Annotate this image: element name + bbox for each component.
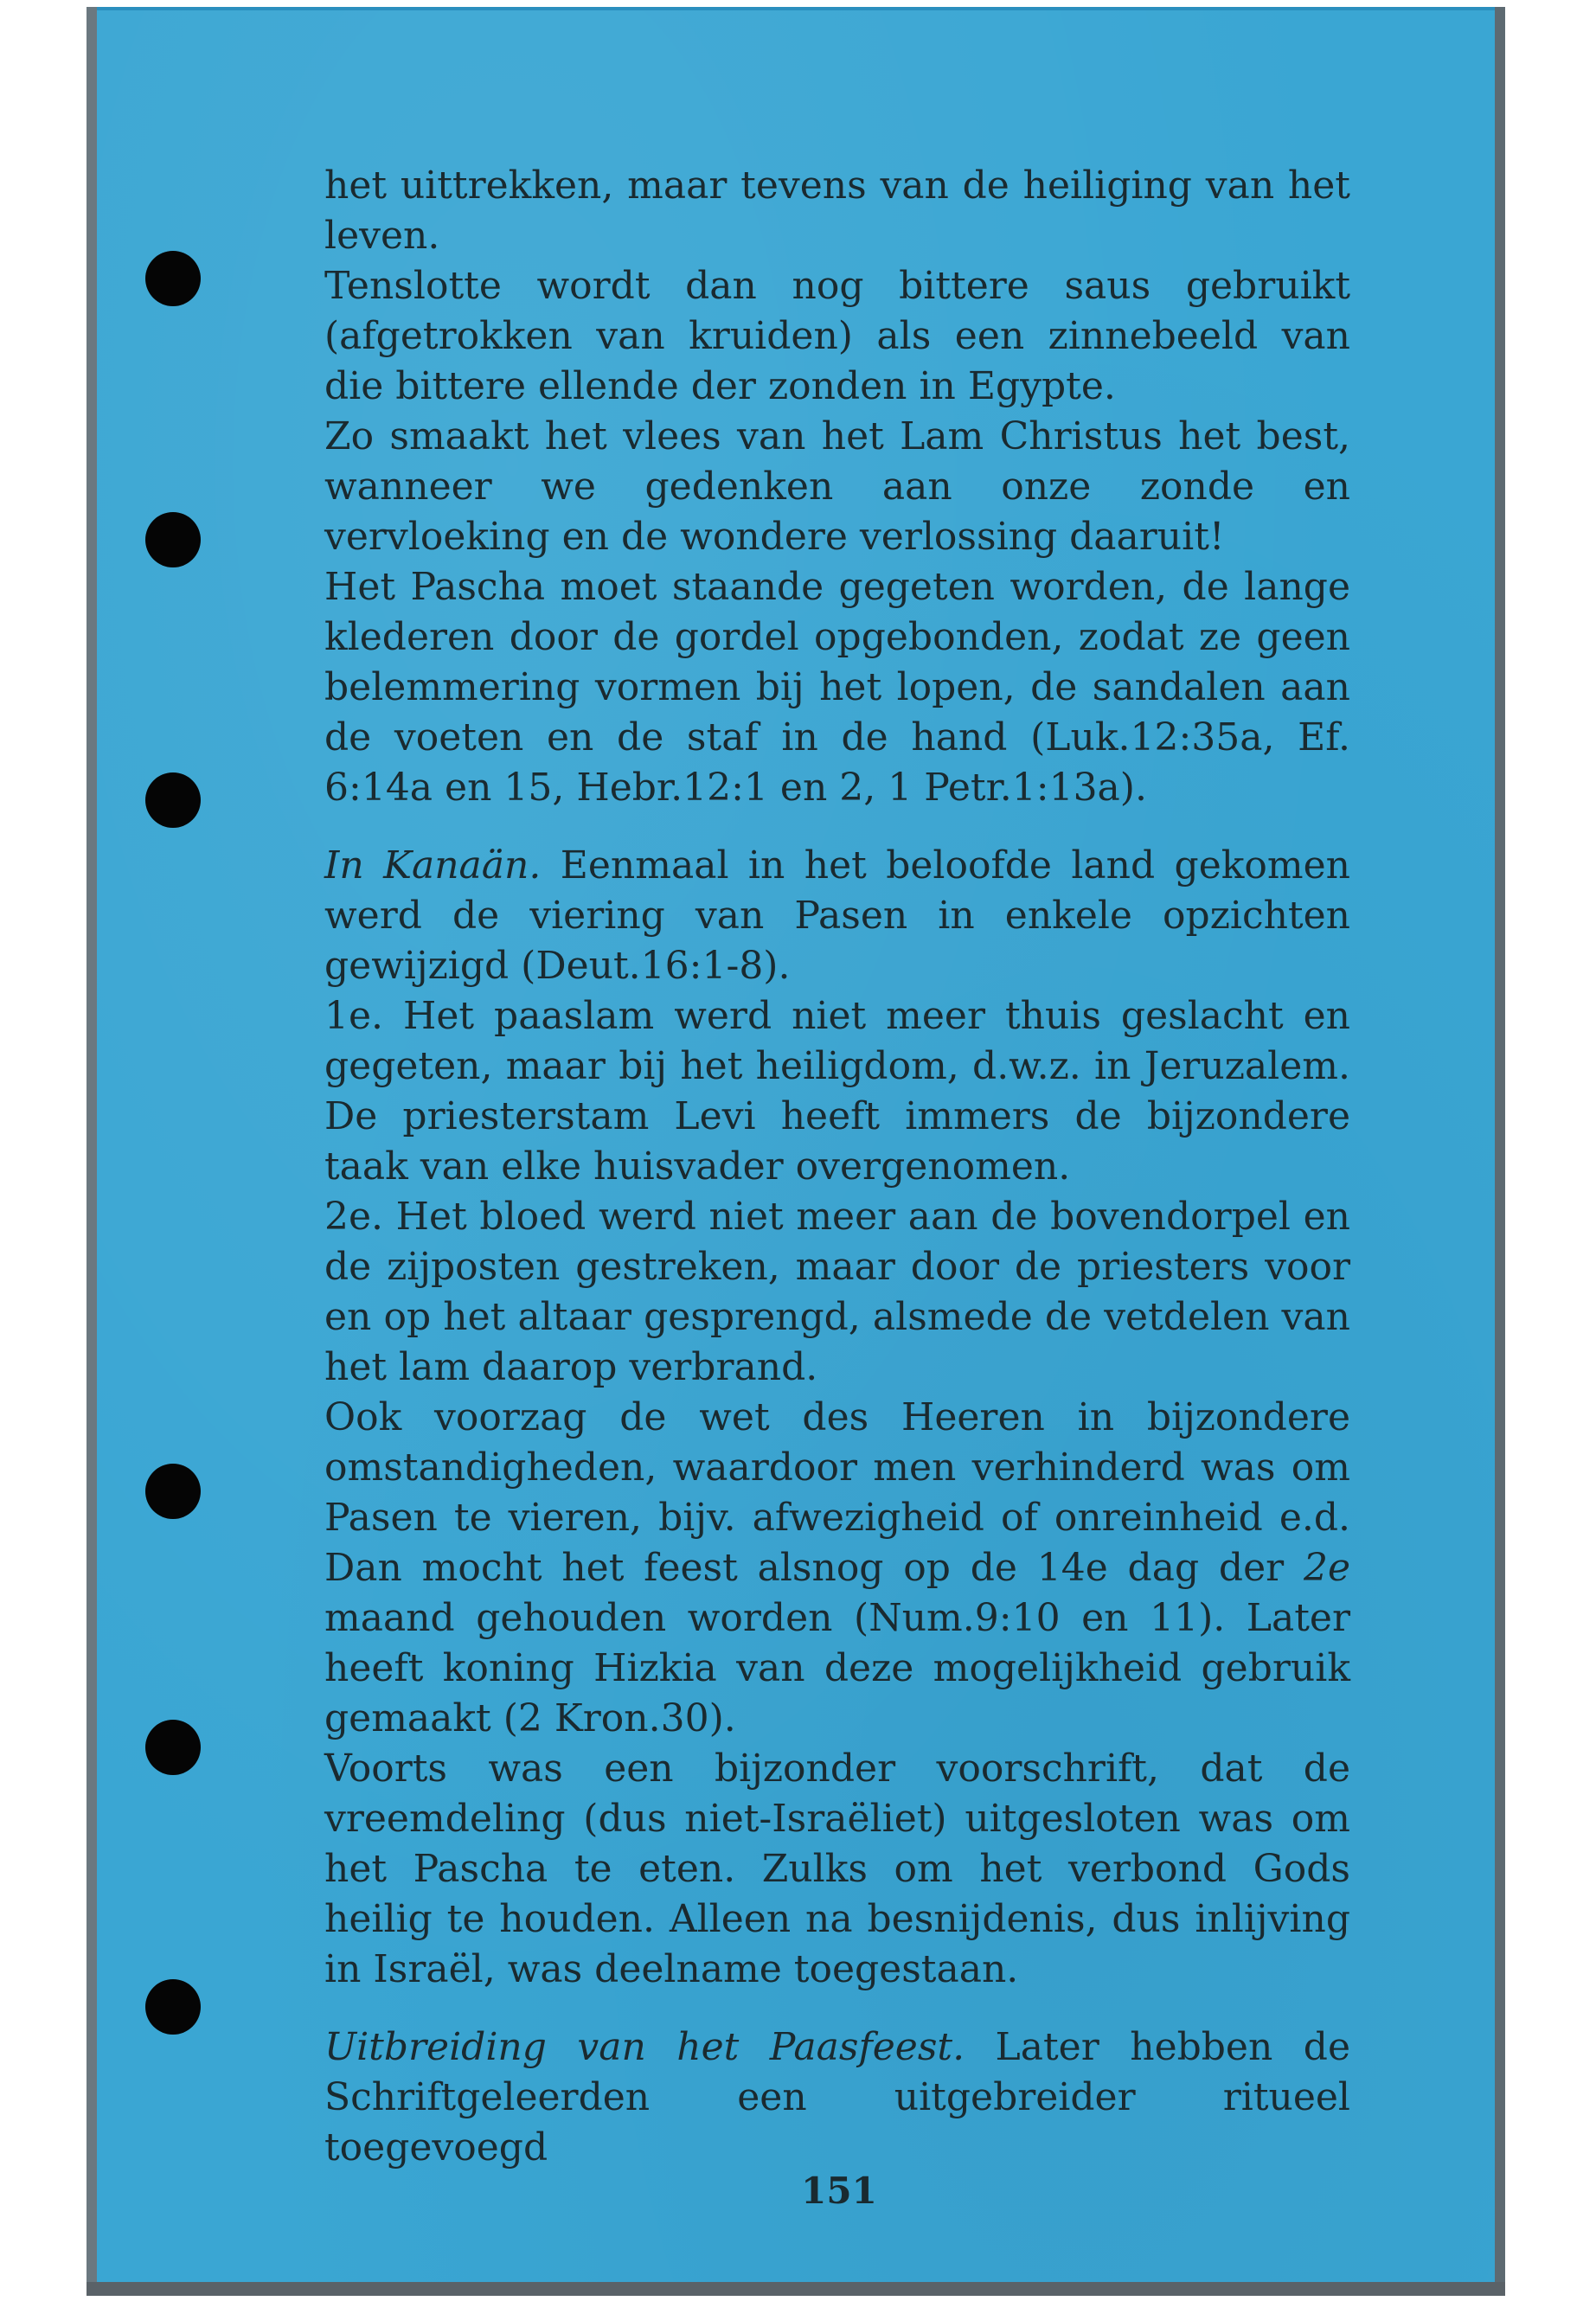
paragraph-ook: [324, 1393, 1350, 1744]
paragraph-uitbreiding: [324, 2022, 1350, 2173]
punch-hole: [145, 512, 201, 567]
uitbreiding-text: Later hebben de Schriftgeleerden een uitgebreider ritueel toegevoegd: [324, 2025, 1350, 2170]
kanaan-intro-text: Eenmaal in het beloofde land gekomen werd de viering van Pasen in enkele opzichten gewijzigd (Deut.16:1-8).: [324, 843, 1351, 988]
punch-hole: [145, 251, 201, 306]
section-heading-uitbreiding: Uitbreiding van het Paasfeest.: [324, 2025, 965, 2069]
paragraph: Tenslotte wordt dan nog bittere saus gebruikt (afgetrokken van kruiden) als een zinnebeeld van die bittere ellende der zonden in Egypte.: [324, 264, 1350, 408]
punch-hole: [145, 772, 201, 828]
punch-hole: [145, 1720, 201, 1775]
ook-text-italic: 2e: [1303, 1546, 1350, 1590]
paragraph-voorts: Voorts was een bijzonder voorschrift, dat de vreemdeling (dus niet-Israëliet) uitgesloten was om het Pascha te eten. Zulks om het verbond Gods heilig te houden. Alleen na besnijdenis, dus inlijving in Israël, was deelname toegestaan.: [324, 1747, 1350, 1991]
page-edge-left: [87, 7, 97, 2295]
paragraph-item-2: 2e. Het bloed werd niet meer aan de bovendorpel en de zijposten gestreken, maar door de priesters voor en op het altaar gesprengd, alsmede de vetdelen van het lam daarop verbrand.: [324, 1195, 1350, 1389]
page-edge-bottom: [87, 2282, 1505, 2296]
paragraph: Zo smaakt het vlees van het Lam Christus het best, wanneer we gedenken aan onze zonde en vervloeking en de wondere verlossing daaruit!: [324, 414, 1350, 559]
page-number: 151: [801, 2170, 877, 2212]
punch-hole: [145, 1464, 201, 1519]
page-edge-right: [1495, 7, 1505, 2295]
punch-hole: [145, 1979, 201, 2035]
section-heading-kanaan: In Kanaän.: [324, 843, 542, 888]
paragraph: Het Pascha moet staande gegeten worden, de lange klederen door de gordel opgebonden, zodat ze geen belemmering vormen bij het lopen, de sandalen aan de voeten en de staf in de hand (Luk.12:35a, Ef. 6:14a en 15, Hebr.12:1 en 2, 1 Petr.1:13a).: [324, 565, 1350, 810]
paragraph: het uittrekken, maar tevens van de heiliging van het leven.: [324, 163, 1350, 258]
paragraph-item-1: 1e. Het paaslam werd niet meer thuis geslacht en gegeten, maar bij het heiligdom, d.w.z. in Jeruzalem. De priesterstam Levi heeft immers de bijzondere taak van elke huisvader overgenomen.: [324, 994, 1350, 1189]
body-text-top: [324, 161, 1350, 2173]
ook-text-part2: maand gehouden worden (Num.9:10 en 11). Later heeft koning Hizkia van deze mogelijkheid gebruik gemaakt (2 Kron.30).: [324, 1596, 1350, 1740]
ook-text-part1: Ook voorzag de wet des Heeren in bijzondere omstandigheden, waardoor men verhinderd was om Pasen te vieren, bijv. afwezigheid of onreinheid e.d. Dan mocht het feest alsnog op de 14e dag der: [324, 1395, 1350, 1590]
paragraph-kanaan-intro: [324, 841, 1350, 991]
